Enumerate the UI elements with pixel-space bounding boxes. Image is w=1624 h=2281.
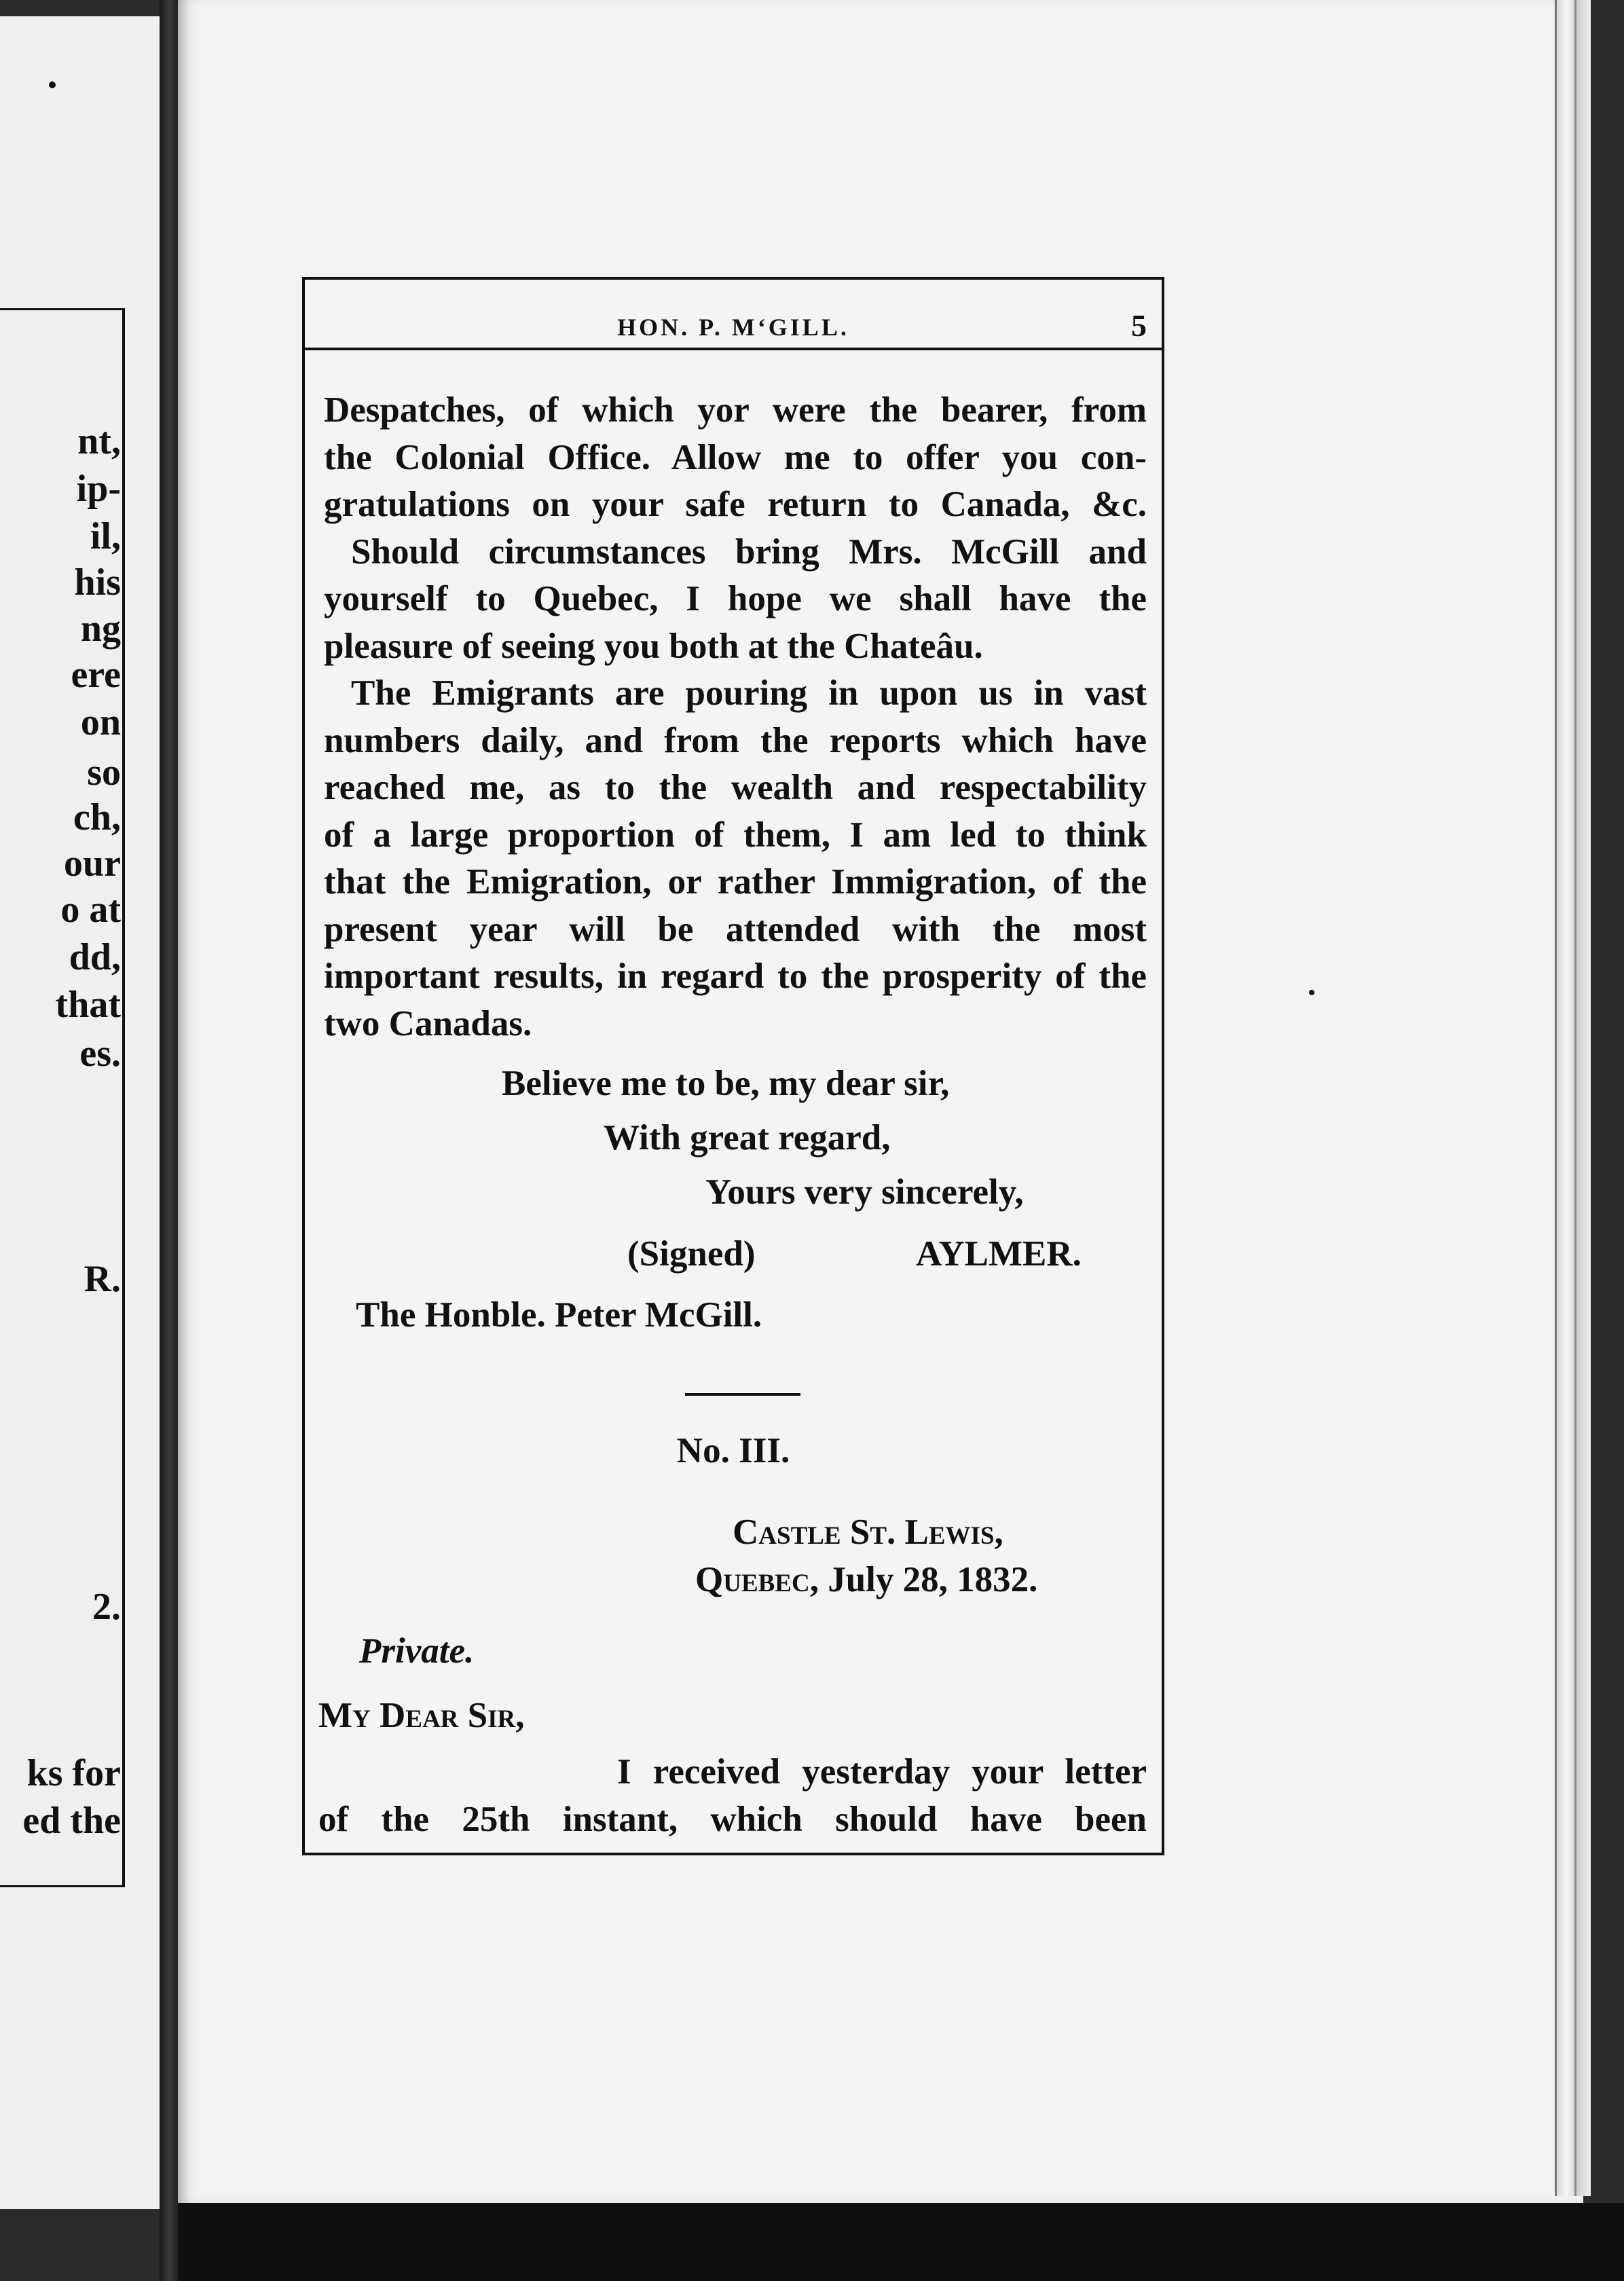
- page-number: 5: [1131, 308, 1147, 343]
- section-rule: [685, 1393, 800, 1396]
- left-page-fragment: dd,: [69, 936, 121, 978]
- letter-place: [733, 1512, 1147, 1553]
- letter-city: Quebec: [695, 1560, 810, 1599]
- left-page-fragment: ch,: [73, 796, 121, 838]
- body-line: important results, in regard to the prosperity of the: [324, 957, 1147, 996]
- running-header: [305, 297, 1162, 350]
- signed-label: (Signed): [627, 1234, 756, 1274]
- left-page-fragment: o at: [60, 889, 121, 931]
- letter-line-1-text: I received yesterday your letter: [617, 1752, 1147, 1792]
- closing-line-2: With great regard,: [604, 1118, 891, 1157]
- left-page-fragment: ed the: [22, 1800, 121, 1842]
- addressee: The Honble. Peter McGill.: [356, 1295, 762, 1335]
- left-page-fragment: ip-: [76, 468, 121, 510]
- left-page-fragment: 2.: [92, 1586, 121, 1628]
- body-line: present year will be attended with the most: [324, 909, 1147, 949]
- body-line: Despatches, of which yor were the bearer, from: [324, 390, 1147, 430]
- left-page-fragment: our: [64, 842, 121, 885]
- letter-line-2-text: of the 25th instant, which should have been: [318, 1800, 1147, 1839]
- left-page-fragment: il,: [90, 515, 121, 557]
- letter-line-1: [617, 1751, 1147, 1799]
- body-line: numbers daily, and from the reports which have: [324, 720, 1147, 760]
- body-line: two Canadas.: [324, 1003, 532, 1043]
- body-line: of a large proportion of them, I am led to think: [324, 815, 1147, 855]
- body-line: that the Emigration, or rather Immigration, of the: [324, 862, 1147, 902]
- left-page-fragment: ks for: [26, 1752, 121, 1794]
- text-block-frame: [302, 277, 1164, 1855]
- speck: [1309, 990, 1314, 995]
- closing-line-3: Yours very sincerely,: [705, 1172, 1024, 1212]
- body-line: the Colonial Office. Allow me to offer you con-: [324, 437, 1147, 477]
- body-line: gratulations on your safe return to Canada, &c.: [324, 485, 1147, 524]
- salutation: My Dear Sir,: [318, 1696, 525, 1735]
- left-page-fragment: that: [55, 984, 121, 1026]
- body-line: Should circumstances bring Mrs. McGill and: [351, 532, 1147, 572]
- left-page-fragment: so: [87, 752, 121, 794]
- left-page-fragment: his: [74, 561, 121, 604]
- left-page-fragment: nt,: [77, 420, 121, 462]
- body-line: yourself to Quebec, I hope we shall have the: [324, 579, 1147, 618]
- letter-line-2: [318, 1799, 1147, 1847]
- closing-line-1: Believe me to be, my dear sir,: [502, 1064, 950, 1103]
- running-head: HON. P. M‘GILL.: [617, 314, 849, 341]
- letter-number: No. III.: [676, 1431, 790, 1470]
- signature-name: AYLMER.: [916, 1234, 1082, 1274]
- letter-place-text: Castle St. Lewis,: [733, 1513, 1003, 1552]
- letter-date-text: , July 28, 1832.: [809, 1560, 1038, 1599]
- scan-background: [178, 2203, 1624, 2281]
- left-page-fragment: R.: [84, 1258, 121, 1300]
- speck: [49, 81, 56, 88]
- book-spine: [160, 0, 180, 2281]
- left-page-fragment: ere: [71, 654, 121, 696]
- letter-date: [695, 1559, 1147, 1600]
- left-page-fragment: on: [80, 701, 121, 743]
- left-page-fragment: ng: [80, 608, 121, 650]
- body-line: reached me, as to the wealth and respectability: [324, 768, 1147, 807]
- body-line: The Emigrants are pouring in upon us in vast: [351, 673, 1147, 713]
- letter-body: [324, 387, 1147, 1047]
- left-page-fragment: es.: [79, 1033, 121, 1075]
- page-edge-stack: [1555, 0, 1591, 2196]
- private-note: Private.: [359, 1631, 475, 1671]
- body-line: pleasure of seeing you both at the Chateâu.: [324, 626, 983, 666]
